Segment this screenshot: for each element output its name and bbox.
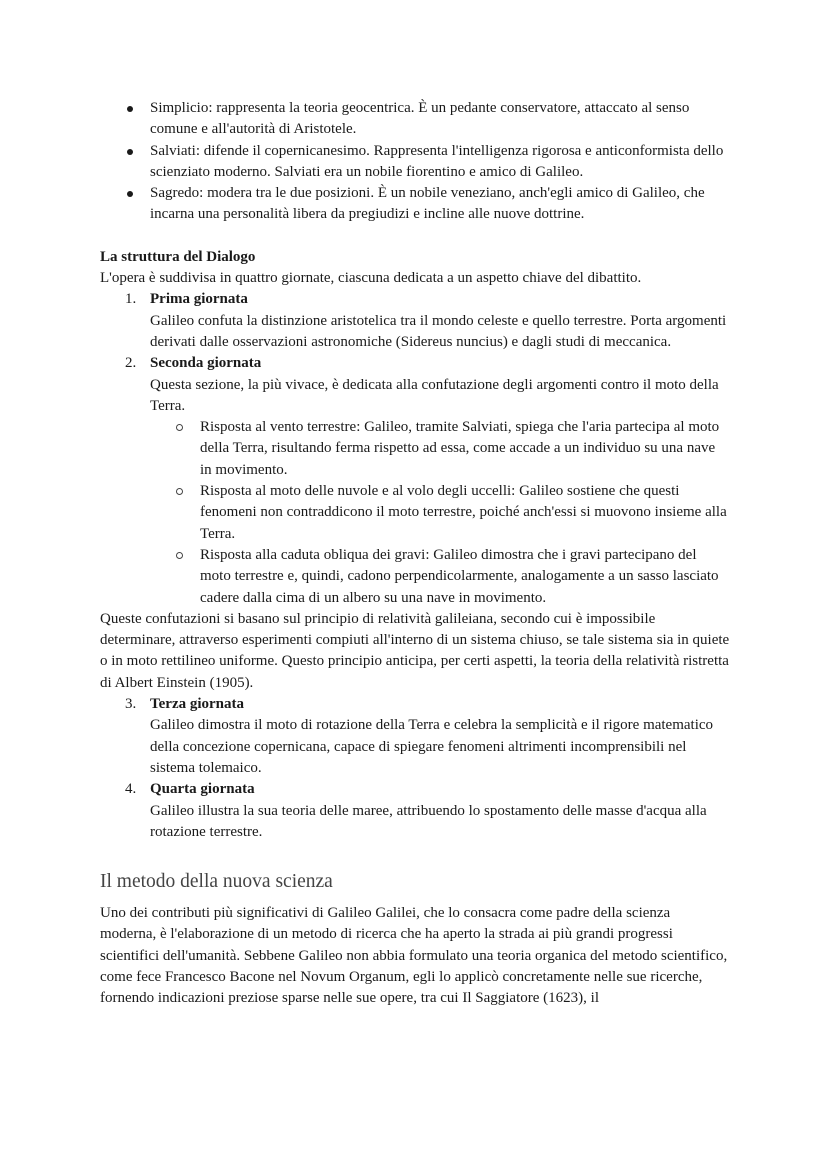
list-item: Risposta al vento terrestre: Galileo, tramite Salviati, spiega che l'aria partecipa al moto della Terra, risultando ferma rispetto ad essa, come accade a un individuo su una nave in movimento. bbox=[200, 417, 730, 481]
document-page bbox=[100, 98, 730, 1010]
day-title: Seconda giornata bbox=[150, 355, 262, 372]
intro-paragraph: L'opera è suddivisa in quattro giornate, ciascuna dedicata a un aspetto chiave del dibattito. bbox=[100, 270, 642, 287]
day-item bbox=[125, 694, 730, 779]
list-item: Sagredo: modera tra le due posizioni. È un nobile veneziano, anch'egli amico di Galileo, che incarna una personalità libera da pregiudizi e incline alle nuove dottrine. bbox=[150, 183, 730, 226]
day-number: 2. bbox=[125, 355, 137, 372]
day-number: 4. bbox=[125, 781, 137, 798]
method-paragraph: Uno dei contributi più significativi di Galileo Galilei, che lo consacra come padre della scienza moderna, è l'elaborazione di un metodo di ricerca che ha aperto la strada ai più grandi progressi scientifici dell'umanità. Sebbene Galileo non abbia formulato una teoria organica del metodo scientifico, come fece Francesco Bacone nel Novum Organum, egli lo applicò concretamente nelle sue ricerche, fornendo indicazioni preziose sparse nelle sue opere, tra cui Il Saggiatore (1623), il bbox=[100, 905, 728, 1007]
day-number: 3. bbox=[125, 696, 137, 713]
list-item: Risposta al moto delle nuvole e al volo degli uccelli: Galileo sostiene che questi fenomeni non contraddicono il moto terrestre, poiché anch'essi si muovono insieme alla Terra. bbox=[200, 481, 730, 545]
list-item: Simplicio: rappresenta la teoria geocentrica. È un pedante conservatore, attaccato al senso comune e all'autorità di Aristotele. bbox=[150, 98, 730, 141]
day-item bbox=[125, 353, 730, 609]
sub-list bbox=[150, 417, 730, 609]
spacer bbox=[100, 226, 730, 247]
method-heading: Il metodo della nuova scienza bbox=[100, 871, 333, 893]
days-list bbox=[100, 289, 730, 608]
days-list-continued bbox=[100, 694, 730, 843]
day-title: Quarta giornata bbox=[150, 781, 255, 798]
day-text: Questa sezione, la più vivace, è dedicata alla confutazione degli argomenti contro il moto della Terra. bbox=[150, 376, 719, 414]
day-item bbox=[125, 779, 730, 843]
relativity-paragraph: Queste confutazioni si basano sul principio di relatività galileiana, secondo cui è impossibile determinare, attraverso esperimenti compiuti all'interno di un sistema chiuso, se tale sistema sia in quiete o in moto rettilineo uniforme. Questo principio anticipa, per certi aspetti, la teoria della relatività ristretta di Albert Einstein (1905). bbox=[100, 610, 730, 691]
day-item bbox=[125, 289, 730, 353]
section-heading: La struttura del Dialogo bbox=[100, 248, 256, 265]
list-item: Risposta alla caduta obliqua dei gravi: Galileo dimostra che i gravi partecipano del moto terrestre e, quindi, cadono perpendicolarmente, analogamente a un sasso lasciato cadere dalla cima di un albero su una nave in movimento. bbox=[200, 545, 730, 609]
day-text: Galileo dimostra il moto di rotazione della Terra e celebra la semplicità e il rigore matematico della concezione copernicana, capace di spiegare fenomeni altrimenti incomprensibili nel sistema tolemaico. bbox=[150, 717, 714, 776]
day-text: Galileo illustra la sua teoria delle maree, attribuendo lo spostamento delle masse d'acqua alla rotazione terrestre. bbox=[150, 802, 707, 840]
list-item: Salviati: difende il copernicanesimo. Rappresenta l'intelligenza rigorosa e anticonformista dello scienziato moderno. Salviati era un nobile fiorentino e amico di Galileo. bbox=[150, 141, 730, 184]
characters-list bbox=[100, 98, 730, 226]
day-title: Terza giornata bbox=[150, 696, 245, 713]
day-title: Prima giornata bbox=[150, 291, 248, 308]
day-number: 1. bbox=[125, 291, 137, 308]
day-text: Galileo confuta la distinzione aristotelica tra il mondo celeste e quello terrestre. Porta argomenti derivati dalle osservazioni astronomiche (Sidereus nuncius) e dagli studi di meccanica. bbox=[150, 312, 727, 350]
